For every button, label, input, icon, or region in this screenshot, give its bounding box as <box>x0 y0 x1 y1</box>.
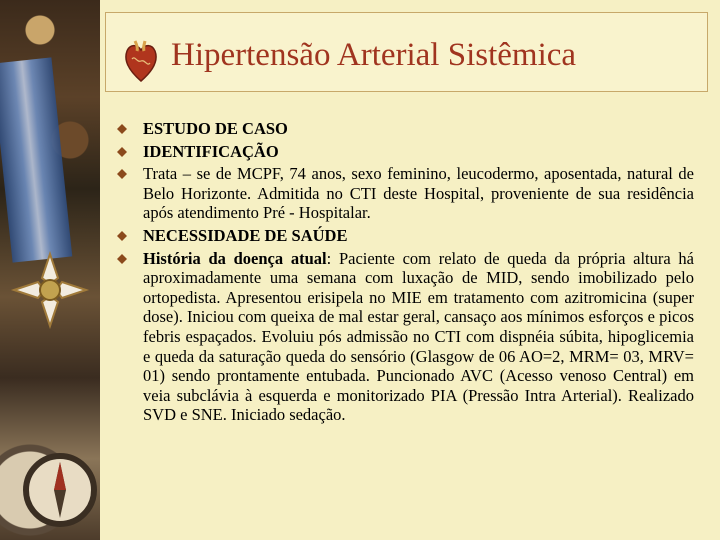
compass-icon <box>20 450 100 530</box>
diamond-bullet-icon <box>117 254 127 264</box>
item-label: ESTUDO DE CASO <box>143 119 288 138</box>
item-label: IDENTIFICAÇÃO <box>143 141 279 161</box>
page-title: Hipertensão Arterial Sistêmica <box>171 37 577 73</box>
medal-cross-icon <box>10 250 90 330</box>
item-label: História da doença atual <box>143 248 327 268</box>
title-box <box>105 12 708 92</box>
diamond-bullet-icon <box>117 231 127 241</box>
list-item-identificacao <box>117 142 694 162</box>
heart-icon <box>123 39 159 83</box>
medal-ribbon-graphic <box>0 57 72 262</box>
diamond-bullet-icon <box>117 147 127 157</box>
list-item-historia-doenca <box>117 249 694 425</box>
list-item-necessidade-de-saude <box>117 226 694 246</box>
item-label: NECESSIDADE DE SAÚDE <box>143 225 348 245</box>
diamond-bullet-icon <box>117 169 127 179</box>
item-text: : Paciente com relato de queda da própria altura há aproximadamente uma semana com luxação de MID, sendo imobilizado pelo ortopedista. Apresentou erisipela no MIE em tratamento com azitromicina (super dose). Iniciou com queixa de mal estar geral, cansaço aos mínimos esforços e picos febris espaçados. Evoluiu pós admissão no CTI com dispnéia súbita, hipoglicemia e queda da saturação queda do sensório (Glasgow de 06 AO=2, MRM= 03, MRV= 01) sendo prontamente entubada. Puncionado AVC (Acesso venoso Central) em veia subclávia à esquerda e monitorizado PIA (Pressão Intra Arterial). Realizado SVD e SNE. Iniciado sedação. <box>143 248 694 425</box>
list-item-identificacao-text <box>117 164 694 223</box>
content-list <box>117 119 694 428</box>
item-text: Trata – se de MCPF, 74 anos, sexo feminino, leucodermo, aposentada, natural de Belo Horizonte. Admitida no CTI deste Hospital, proveniente de sua residência após atendimento Pré - Hospitalar. <box>143 164 694 223</box>
diamond-bullet-icon <box>117 124 127 134</box>
decorative-medals-image <box>0 0 100 540</box>
list-item-estudo-de-caso <box>117 119 694 139</box>
